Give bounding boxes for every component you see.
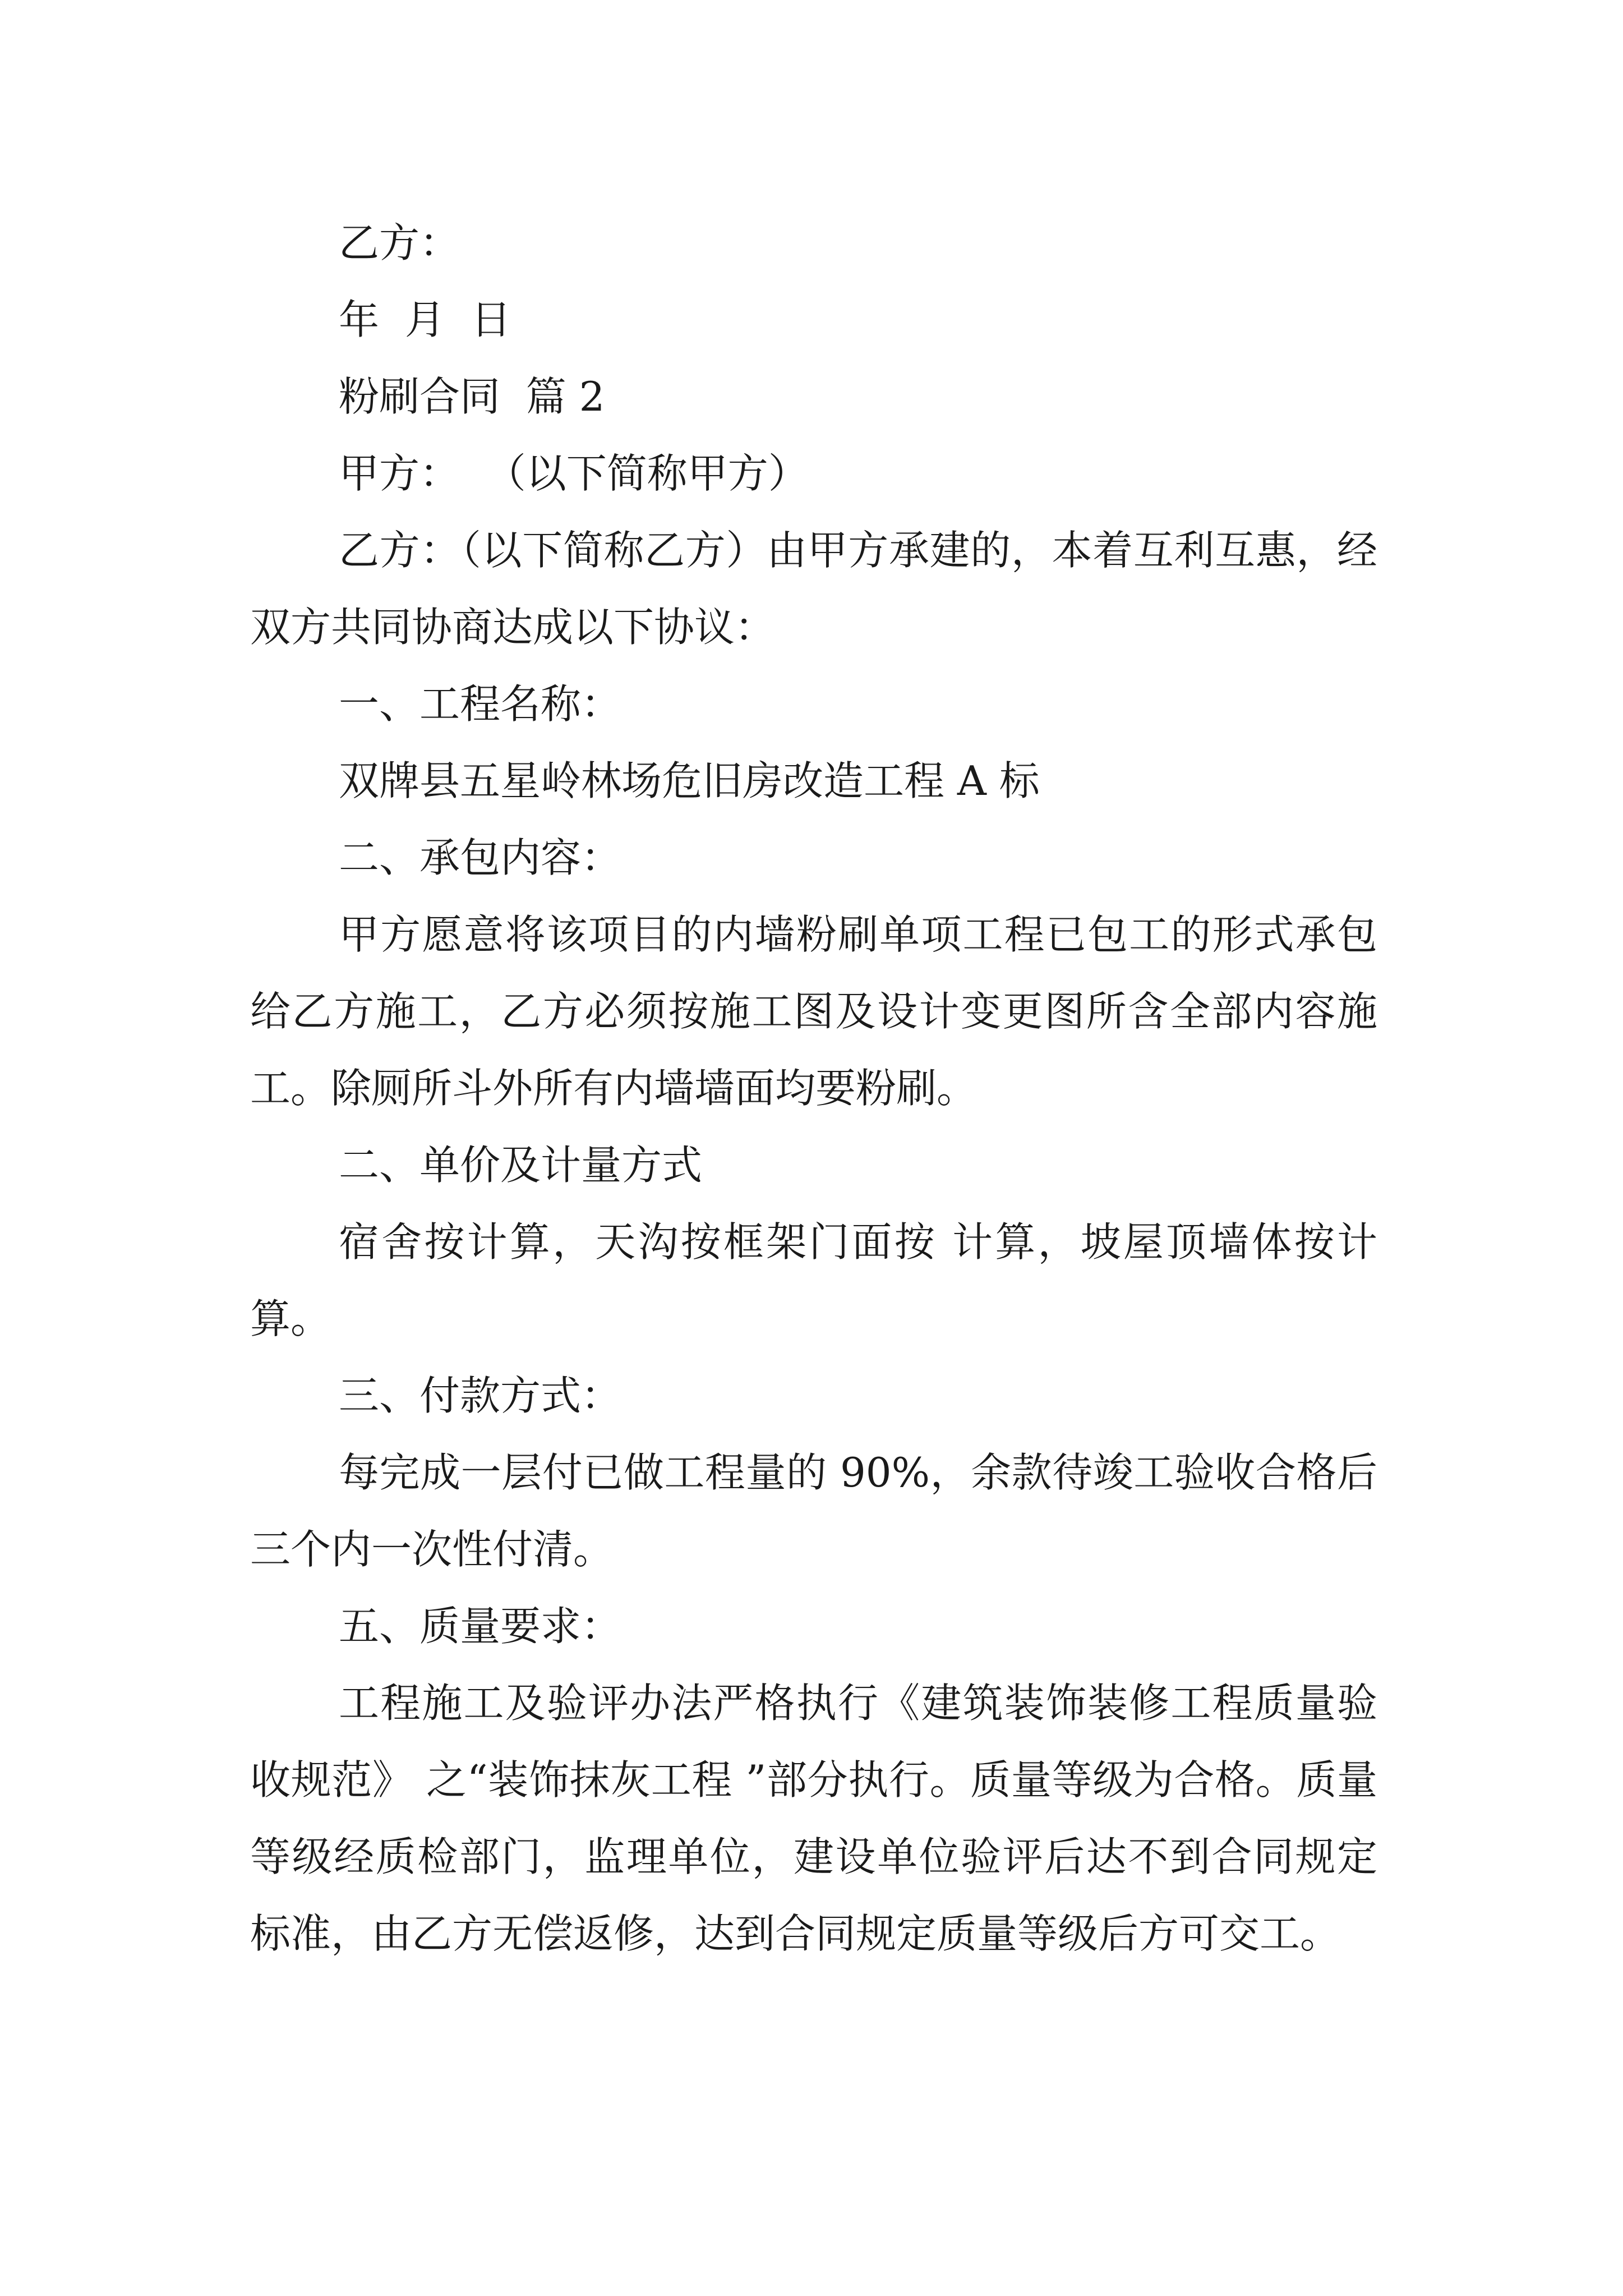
- scope-paragraph: 甲方愿意将该项目的内墙粉刷单项工程已包工的形式承包给乙方施工，乙方必须按施工图及设计变更图所含全部内容施工。除厕所斗外所有内墙墙面均要粉刷。: [250, 911, 1377, 1112]
- contract-title: 粉刷合同 篇 2: [339, 373, 605, 420]
- party-a-line: 甲方： （以下简称甲方）: [339, 450, 809, 497]
- section-quality-heading: 五、质量要求：: [339, 1603, 622, 1650]
- date-line: 年 月 日: [339, 296, 511, 343]
- project-name: 双牌县五星岭林场危旧房改造工程 A 标: [339, 757, 1040, 804]
- section-pricing-heading: 二、单价及计量方式: [339, 1142, 703, 1189]
- party-b-signature-label: 乙方：: [339, 219, 460, 266]
- payment-paragraph: 每完成一层付已做工程量的 90%，余款待竣工验收合格后三个内一次性付清。: [250, 1449, 1377, 1573]
- section-project-name-heading: 一、工程名称：: [339, 680, 622, 728]
- quality-paragraph: 工程施工及验评办法严格执行《建筑装饰装修工程质量验收规范》 之“装饰抹灰工程 ”部分执行。质量等级为合格。质量等级经质检部门，监理单位，建设单位验评后达不到合同规定标准，由乙方无偿返修，达到合同规定质量等级后方可交工。: [250, 1680, 1377, 1957]
- section-payment-heading: 三、付款方式：: [339, 1372, 622, 1419]
- section-scope-heading: 二、承包内容：: [339, 834, 622, 881]
- pricing-paragraph: 宿舍按计算，天沟按框架门面按 计算，坡屋顶墙体按计算。: [250, 1218, 1377, 1342]
- party-b-paragraph: 乙方：（以下简称乙方）由甲方承建的，本着互利互惠，经双方共同协商达成以下协议：: [250, 527, 1377, 651]
- document-body: [250, 205, 1377, 1972]
